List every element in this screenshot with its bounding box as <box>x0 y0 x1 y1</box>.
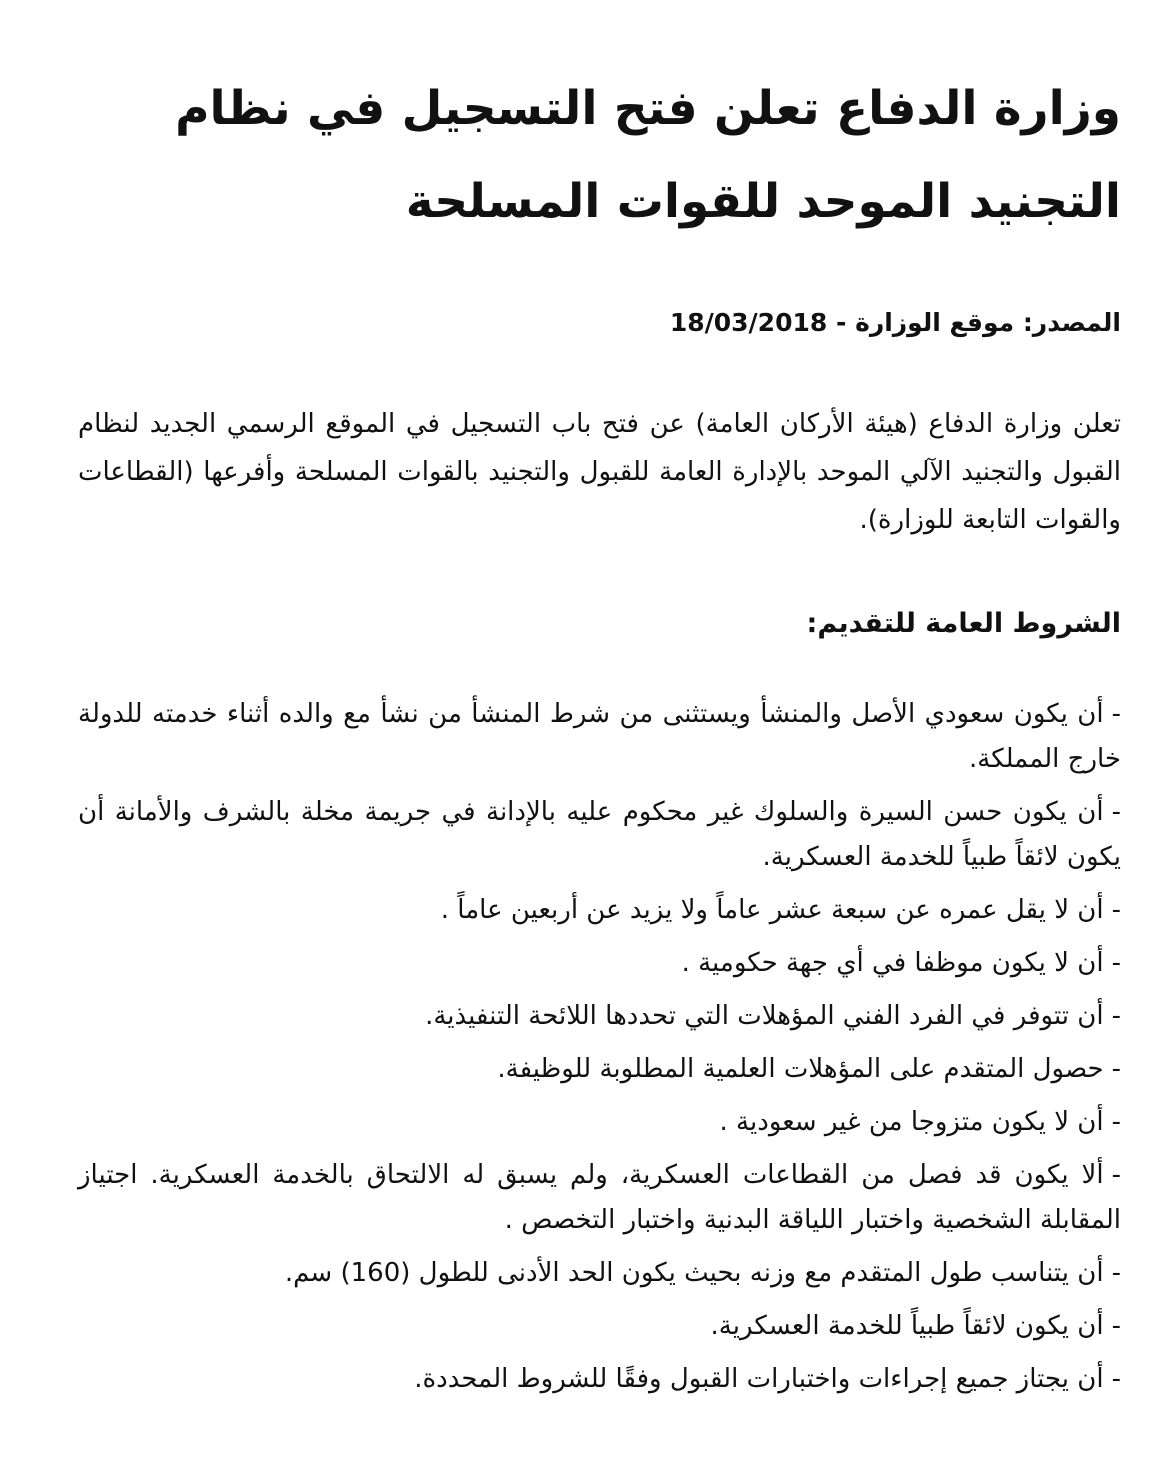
condition-item <box>78 1153 1121 1243</box>
bullet-dash: - <box>1111 1311 1121 1341</box>
bullet-dash: - <box>1111 948 1121 978</box>
condition-item <box>78 1304 1121 1349</box>
condition-text: أن لا يكون متزوجا من غير سعودية . <box>719 1107 1104 1137</box>
bullet-dash: - <box>1111 1258 1121 1288</box>
condition-item <box>78 1047 1121 1092</box>
bullet-dash: - <box>1111 895 1121 925</box>
condition-text: أن يكون حسن السيرة والسلوك غير محكوم عليه بالإدانة في جريمة مخلة بالشرف والأمانة أن يكون لائقاً طبياً للخدمة العسكرية. <box>78 797 1121 872</box>
condition-item <box>78 1251 1121 1296</box>
conditions-heading: الشروط العامة للتقديم: <box>806 608 1121 639</box>
condition-text: أن يكون لائقاً طبياً للخدمة العسكرية. <box>710 1311 1104 1341</box>
source-date: 18/03/2018 <box>669 308 828 337</box>
condition-text: أن تتوفر في الفرد الفني المؤهلات التي تحددها اللائحة التنفيذية. <box>425 1001 1104 1031</box>
source-label: المصدر: موقع الوزارة - <box>835 308 1121 337</box>
condition-text: أن لا يقل عمره عن سبعة عشر عاماً ولا يزيد عن أربعين عاماً . <box>440 895 1104 925</box>
bullet-dash: - <box>1111 1107 1121 1137</box>
condition-item <box>78 692 1121 782</box>
source-line <box>78 306 1121 340</box>
condition-text: حصول المتقدم على المؤهلات العلمية المطلوبة للوظيفة. <box>497 1054 1104 1084</box>
condition-text: أن يكون سعودي الأصل والمنشأ ويستثنى من شرط المنشأ من نشأ مع والده أثناء خدمته للدولة خارج المملكة. <box>78 699 1121 774</box>
condition-item <box>78 994 1121 1039</box>
condition-text: أن يجتاز جميع إجراءات واختبارات القبول وفقًا للشروط المحددة. <box>414 1364 1104 1394</box>
bullet-dash: - <box>1111 699 1121 729</box>
bullet-dash: - <box>1111 1364 1121 1394</box>
condition-text: ألا يكون قد فصل من القطاعات العسكرية، ولم يسبق له الالتحاق بالخدمة العسكرية. اجتياز المقابلة الشخصية واختبار اللياقة البدنية واختبار التخصص . <box>78 1160 1121 1235</box>
bullet-dash: - <box>1111 1001 1121 1031</box>
bullet-dash: - <box>1111 797 1121 827</box>
condition-item <box>78 790 1121 880</box>
title-line-1: وزارة الدفاع تعلن فتح التسجيل في نظام <box>175 81 1121 136</box>
condition-text: أن يتناسب طول المتقدم مع وزنه بحيث يكون الحد الأدنى للطول (160) سم. <box>284 1258 1104 1288</box>
condition-item <box>78 888 1121 933</box>
condition-text: أن لا يكون موظفا في أي جهة حكومية . <box>681 948 1104 978</box>
title-line-2: التجنيد الموحد للقوات المسلحة <box>405 174 1121 229</box>
intro-paragraph: تعلن وزارة الدفاع (هيئة الأركان العامة) عن فتح باب التسجيل في الموقع الرسمي الجديد لنظام القبول والتجنيد الآلي الموحد بالإدارة العامة للقبول والتجنيد بالقوات المسلحة وأفرعها (القطاعات والقوات التابعة للوزارة). <box>78 409 1121 535</box>
condition-item <box>78 1100 1121 1145</box>
condition-item <box>78 1357 1121 1402</box>
bullet-dash: - <box>1111 1160 1121 1190</box>
conditions-list <box>78 692 1121 1402</box>
condition-item <box>78 941 1121 986</box>
bullet-dash: - <box>1111 1054 1121 1084</box>
article-title <box>78 62 1121 248</box>
